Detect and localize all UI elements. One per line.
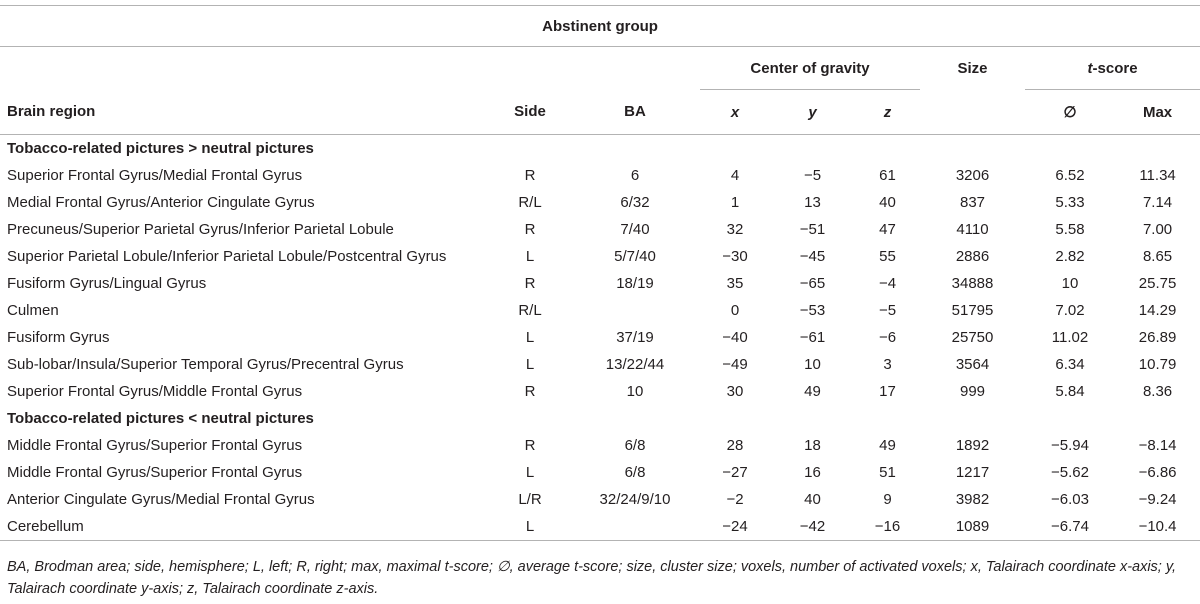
header-size: Size <box>957 59 988 77</box>
table-cell: R <box>524 167 536 184</box>
table-cell: 25750 <box>951 329 994 346</box>
table-cell: 3206 <box>955 167 990 184</box>
table-cell: 26.89 <box>1138 329 1177 346</box>
table-row <box>0 162 1200 189</box>
table-cell: 6/32 <box>620 194 650 211</box>
table-cell: 8.36 <box>1142 383 1173 400</box>
table-cell: 37/19 <box>616 329 654 346</box>
table-row <box>0 216 1200 243</box>
table-cell: 4110 <box>956 221 989 238</box>
table-cell: −5 <box>878 302 897 319</box>
table-cell: 6.34 <box>1055 356 1085 373</box>
table-cell: 4 <box>730 167 740 184</box>
header-z: z <box>855 90 920 135</box>
table-cell: 40 <box>879 194 896 211</box>
cell-brain-region: Superior Frontal Gyrus/Middle Frontal Gyrus <box>7 383 303 400</box>
cell-brain-region: Fusiform Gyrus <box>7 329 110 346</box>
table-cell: 5/7/40 <box>614 248 656 265</box>
section-header <box>0 405 1200 432</box>
header-brain-region: Brain region <box>0 90 490 135</box>
table-cell: 6/8 <box>624 464 646 481</box>
table-cell: 10.79 <box>1138 356 1177 373</box>
table-cell: −10.4 <box>1115 513 1200 541</box>
table-cell: 40 <box>804 491 821 508</box>
table-cell: 5.84 <box>1055 383 1085 400</box>
results-table <box>0 5 1200 541</box>
table-cell: −30 <box>722 248 748 265</box>
table-row <box>0 189 1200 216</box>
cell-brain-region: Sub-lobar/Insula/Superior Temporal Gyrus/Precentral Gyrus <box>7 356 404 373</box>
table-cell: 14.29 <box>1138 302 1177 319</box>
table-cell: −45 <box>799 248 826 265</box>
table-row <box>0 243 1200 270</box>
cell-brain-region: Middle Frontal Gyrus/Superior Frontal Gyrus <box>7 464 303 481</box>
table-cell: 11.34 <box>1139 167 1176 184</box>
table-cell: −49 <box>722 356 748 373</box>
table-title: Abstinent group <box>0 6 1200 47</box>
table-cell: −27 <box>722 464 748 481</box>
table-cell: 2.82 <box>1055 248 1085 265</box>
header-ba: BA <box>570 90 700 135</box>
table-cell: 17 <box>879 383 896 400</box>
table-cell: 837 <box>959 194 986 211</box>
table-cell: 7.14 <box>1142 194 1173 211</box>
table-cell: 10 <box>1061 275 1079 292</box>
table-cell: −42 <box>770 513 855 541</box>
header-y: y <box>770 90 855 135</box>
table-cell: L <box>525 248 535 265</box>
table-cell: 3982 <box>955 491 990 508</box>
table-cell: 9 <box>883 491 892 508</box>
table-cell: 6 <box>630 167 640 184</box>
cell-brain-region: Medial Frontal Gyrus/Anterior Cingulate Gyrus <box>7 194 315 211</box>
table-row <box>0 324 1200 351</box>
table-cell: 7.00 <box>1142 221 1173 238</box>
table-cell: 10 <box>626 383 644 400</box>
table-cell: 49 <box>879 437 896 454</box>
table-cell: −5 <box>803 167 822 184</box>
table-cell: L <box>525 329 535 346</box>
table-cell: 7/40 <box>620 221 650 238</box>
table-cell: 55 <box>879 248 896 265</box>
table-cell: 0 <box>730 302 740 319</box>
table-cell: −53 <box>799 302 826 319</box>
table-cell: 1 <box>730 194 740 211</box>
cell-brain-region: Precuneus/Superior Parietal Gyrus/Inferior Parietal Lobule <box>7 221 394 238</box>
header-center-of-gravity: Center of gravity <box>700 47 920 90</box>
table-cell: R/L <box>518 302 542 319</box>
table-row <box>0 297 1200 324</box>
table-cell: 5.33 <box>1055 194 1085 211</box>
table-cell: R <box>524 383 536 400</box>
table-cell: 49 <box>804 383 821 400</box>
table-cell: 13/22/44 <box>605 356 665 373</box>
table-cell: 6/8 <box>624 437 646 454</box>
cell-brain-region: Fusiform Gyrus/Lingual Gyrus <box>7 275 207 292</box>
header-x: x <box>700 90 770 135</box>
table-cell <box>570 513 700 541</box>
table-cell: −61 <box>799 329 826 346</box>
table-row <box>0 270 1200 297</box>
header-side: Side <box>490 90 570 135</box>
table-cell: −65 <box>799 275 826 292</box>
table-cell <box>570 297 700 324</box>
table-cell: 5.58 <box>1055 221 1085 238</box>
table-footnote: BA, Brodman area; side, hemisphere; L, left; R, right; max, maximal t-score; ∅, average t-score; size, cluster size; voxels, number of activated voxels; x, Talairach coordinate x-axis; y, Talairach coordinate y-axis; z, Talairach coordinate z-axis. <box>7 559 1177 597</box>
table-cell: 32/24/9/10 <box>599 491 671 508</box>
table-cell: −6 <box>878 329 897 346</box>
table-cell: −9.24 <box>1138 491 1177 508</box>
table-cell: 25.75 <box>1138 275 1177 292</box>
table-cell: 1089 <box>920 513 1025 541</box>
table-cell: 1217 <box>955 464 990 481</box>
table-cell: −2 <box>726 491 744 508</box>
table-row <box>0 459 1200 486</box>
table-cell: 61 <box>879 167 896 184</box>
section-title: Tobacco-related pictures > neutral pictures <box>7 140 314 157</box>
table-cell: 47 <box>879 221 896 238</box>
table-cell: 28 <box>726 437 744 454</box>
section-title: Tobacco-related pictures < neutral pictures <box>7 410 314 427</box>
table-cell: 10 <box>804 356 821 373</box>
table-cell: 51 <box>879 464 896 481</box>
table-cell: R <box>524 221 536 238</box>
header-t-score: t-score <box>1025 47 1200 90</box>
header-max: Max <box>1115 90 1200 135</box>
table-cell: L <box>525 464 535 481</box>
section-header <box>0 135 1200 163</box>
table-cell: −6.74 <box>1025 513 1115 541</box>
table-row <box>0 378 1200 405</box>
table-cell: 11.02 <box>1051 329 1089 346</box>
table-row <box>0 486 1200 513</box>
table-cell: 3564 <box>955 356 990 373</box>
table-cell: 7.02 <box>1055 302 1085 319</box>
table-cell: 6.52 <box>1055 167 1085 184</box>
table-cell: R <box>524 275 536 292</box>
table-cell: −5.94 <box>1051 437 1089 454</box>
table-cell: −4 <box>878 275 897 292</box>
table-cell: 35 <box>726 275 744 292</box>
table-cell: L <box>525 356 535 373</box>
cell-brain-region: Middle Frontal Gyrus/Superior Frontal Gyrus <box>7 437 303 454</box>
table-body <box>0 135 1200 541</box>
table-cell: R/L <box>518 194 542 211</box>
table-cell: 13 <box>804 194 821 211</box>
table-cell: R <box>524 437 536 454</box>
header-size-empty <box>920 90 1025 135</box>
table-cell: 18/19 <box>616 275 654 292</box>
table-cell: 34888 <box>951 275 994 292</box>
table-cell: −16 <box>855 513 920 541</box>
table-cell: −6.86 <box>1138 464 1177 481</box>
table-cell: L <box>490 513 570 541</box>
cell-brain-region: Cerebellum <box>0 513 490 541</box>
table-cell: −40 <box>722 329 748 346</box>
table-cell: 3 <box>883 356 892 373</box>
table-cell: −24 <box>700 513 770 541</box>
table-cell: 18 <box>804 437 821 454</box>
table-cell: −8.14 <box>1138 437 1177 454</box>
table-cell: 16 <box>804 464 821 481</box>
cell-brain-region: Superior Parietal Lobule/Inferior Parietal Lobule/Postcentral Gyrus <box>7 248 447 265</box>
table-cell: 51795 <box>951 302 994 319</box>
table-cell: 8.65 <box>1142 248 1173 265</box>
table-cell: 2886 <box>955 248 990 265</box>
table-cell: −5.62 <box>1051 464 1089 481</box>
table-cell: −51 <box>799 221 826 238</box>
table-cell: L/R <box>518 491 542 508</box>
cell-brain-region: Anterior Cingulate Gyrus/Medial Frontal Gyrus <box>7 491 315 508</box>
table-row <box>0 351 1200 378</box>
cell-brain-region: Superior Frontal Gyrus/Medial Frontal Gyrus <box>7 167 303 184</box>
header-avg: ∅ <box>1025 90 1115 135</box>
table-cell: 30 <box>726 383 744 400</box>
table-cell: 1892 <box>955 437 990 454</box>
table-cell: 999 <box>959 383 986 400</box>
table-row <box>0 432 1200 459</box>
table-cell: 32 <box>726 221 744 238</box>
cell-brain-region: Culmen <box>7 302 59 319</box>
table-cell: −6.03 <box>1051 491 1089 508</box>
table-row <box>0 513 1200 541</box>
